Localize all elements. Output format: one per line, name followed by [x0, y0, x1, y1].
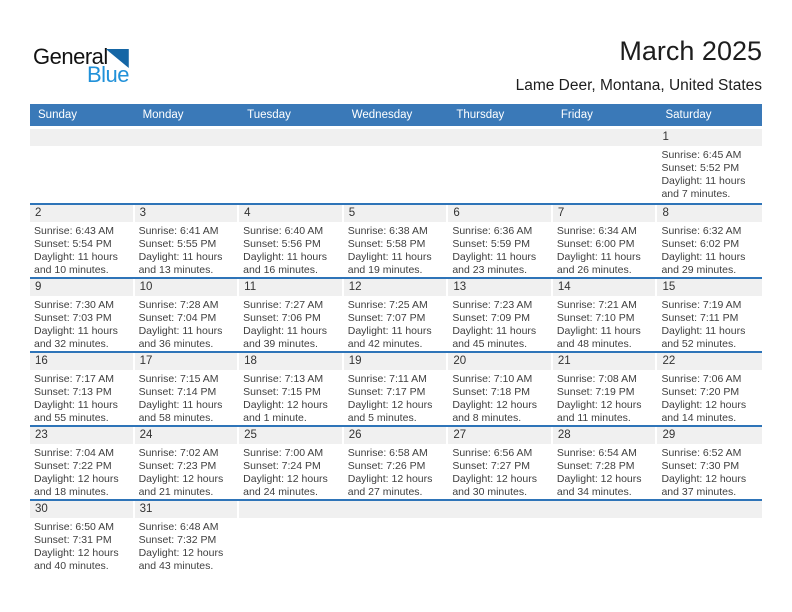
sunrise-text: Sunrise: 7:25 AM: [347, 299, 428, 311]
day-details: [448, 370, 553, 425]
day-cell-4: [239, 205, 344, 277]
day-cell-3: [135, 205, 240, 277]
daylight-text: Daylight: 11 hours and 10 minutes.: [34, 251, 118, 276]
location-subtitle: Lame Deer, Montana, United States: [515, 77, 762, 94]
weekday-header-tuesday: Tuesday: [247, 109, 291, 121]
empty-number-band: [239, 129, 344, 146]
day-number: 8: [657, 205, 762, 222]
daylight-text: Daylight: 12 hours and 5 minutes.: [347, 399, 433, 424]
sunset-text: Sunset: 7:10 PM: [556, 312, 635, 324]
sunset-text: Sunset: 7:23 PM: [138, 460, 217, 472]
daylight-text: Daylight: 12 hours and 18 minutes.: [34, 473, 119, 498]
daylight-text: Daylight: 11 hours and 13 minutes.: [138, 251, 223, 276]
sunset-text: Sunset: 7:06 PM: [243, 312, 321, 324]
sunset-text: Sunset: 7:22 PM: [34, 460, 112, 472]
day-details: [344, 296, 449, 351]
empty-number-band: [553, 129, 658, 146]
empty-cell: [553, 501, 658, 573]
day-details: [657, 146, 762, 201]
sunset-text: Sunset: 5:56 PM: [243, 238, 321, 250]
day-cell-28: [553, 427, 658, 499]
empty-cell: [657, 501, 762, 573]
daylight-text: Daylight: 11 hours and 16 minutes.: [243, 251, 328, 276]
day-number: 11: [239, 279, 342, 296]
sunrise-text: Sunrise: 7:04 AM: [34, 447, 114, 459]
sunset-text: Sunset: 5:55 PM: [138, 238, 217, 250]
week-row-5: [30, 425, 762, 499]
day-number: 17: [135, 353, 238, 370]
empty-number-band: [344, 501, 449, 518]
sunset-text: Sunset: 7:19 PM: [556, 386, 635, 398]
sunrise-text: Sunrise: 6:36 AM: [452, 225, 533, 237]
sunrise-text: Sunrise: 7:15 AM: [138, 373, 219, 385]
sunrise-text: Sunrise: 7:11 AM: [347, 373, 427, 385]
weekday-header-friday: Friday: [560, 109, 593, 121]
sunset-text: Sunset: 7:27 PM: [452, 460, 530, 472]
day-cell-8: [657, 205, 762, 277]
daylight-text: Daylight: 11 hours and 39 minutes.: [243, 325, 328, 350]
sunset-text: Sunset: 7:26 PM: [347, 460, 426, 472]
weekday-header-row: [30, 104, 762, 126]
day-number: 6: [448, 205, 551, 222]
day-details: [239, 370, 344, 425]
day-cell-6: [448, 205, 553, 277]
day-number: 26: [344, 427, 447, 444]
day-details: [239, 222, 344, 277]
sunrise-text: Sunrise: 6:56 AM: [452, 447, 533, 459]
sunset-text: Sunset: 7:04 PM: [138, 312, 217, 324]
day-details: [30, 518, 135, 573]
empty-number-band: [239, 501, 344, 518]
day-cell-29: [657, 427, 762, 499]
sunset-text: Sunset: 7:24 PM: [243, 460, 321, 472]
sunset-text: Sunset: 7:15 PM: [243, 386, 321, 398]
sunrise-text: Sunrise: 6:43 AM: [34, 225, 114, 237]
daylight-text: Daylight: 12 hours and 11 minutes.: [556, 399, 642, 424]
daylight-text: Daylight: 12 hours and 14 minutes.: [661, 399, 747, 424]
logo-text-general: General: [33, 44, 108, 69]
day-cell-15: [657, 279, 762, 351]
daylight-text: Daylight: 12 hours and 21 minutes.: [138, 473, 224, 498]
empty-cell: [135, 129, 240, 203]
day-number: 2: [30, 205, 133, 222]
sunset-text: Sunset: 7:13 PM: [34, 386, 112, 398]
sunrise-text: Sunrise: 7:30 AM: [34, 299, 114, 311]
day-cell-17: [135, 353, 240, 425]
daylight-text: Daylight: 11 hours and 48 minutes.: [556, 325, 641, 350]
day-number: 16: [30, 353, 133, 370]
day-number: 21: [553, 353, 656, 370]
weekday-header-wednesday: Wednesday: [351, 109, 413, 121]
daylight-text: Daylight: 12 hours and 8 minutes.: [452, 399, 537, 424]
day-details: [657, 370, 762, 425]
sunrise-text: Sunrise: 6:38 AM: [347, 225, 428, 237]
daylight-text: Daylight: 12 hours and 34 minutes.: [556, 473, 642, 498]
day-details: [30, 370, 135, 425]
empty-cell: [239, 501, 344, 573]
weekday-header-saturday: Saturday: [665, 109, 712, 121]
empty-cell: [553, 129, 658, 203]
sunrise-text: Sunrise: 7:02 AM: [138, 447, 219, 459]
day-details: [135, 444, 240, 499]
header-titles: [516, 36, 762, 95]
sunrise-text: Sunrise: 7:00 AM: [243, 447, 324, 459]
daylight-text: Daylight: 11 hours and 29 minutes.: [661, 251, 746, 276]
day-details: [30, 296, 135, 351]
daylight-text: Daylight: 11 hours and 32 minutes.: [34, 325, 118, 350]
weekday-header-monday: Monday: [142, 109, 184, 121]
day-cell-19: [344, 353, 449, 425]
day-details: [553, 444, 658, 499]
sunrise-text: Sunrise: 6:40 AM: [243, 225, 324, 237]
calendar-weeks: [30, 129, 762, 573]
sunset-text: Sunset: 6:02 PM: [661, 238, 740, 250]
day-cell-27: [448, 427, 553, 499]
day-number: 22: [657, 353, 762, 370]
sunset-text: Sunset: 7:30 PM: [661, 460, 740, 472]
calendar-grid: [30, 104, 762, 573]
sunrise-text: Sunrise: 7:21 AM: [556, 299, 637, 311]
day-details: [135, 222, 240, 277]
day-number: 30: [30, 501, 133, 518]
sunset-text: Sunset: 7:28 PM: [556, 460, 635, 472]
day-number: 27: [448, 427, 551, 444]
day-cell-10: [135, 279, 240, 351]
day-details: [344, 444, 449, 499]
day-number: 10: [135, 279, 238, 296]
daylight-text: Daylight: 12 hours and 1 minute.: [243, 399, 328, 424]
day-number: 20: [448, 353, 551, 370]
sunset-text: Sunset: 7:32 PM: [138, 534, 217, 546]
sunrise-text: Sunrise: 6:45 AM: [661, 149, 742, 161]
sunset-text: Sunset: 7:07 PM: [347, 312, 426, 324]
day-cell-18: [239, 353, 344, 425]
sunset-text: Sunset: 5:59 PM: [452, 238, 530, 250]
day-number: 29: [657, 427, 762, 444]
week-row-4: [30, 351, 762, 425]
day-details: [448, 296, 553, 351]
day-number: 23: [30, 427, 133, 444]
sunrise-text: Sunrise: 6:50 AM: [34, 521, 114, 533]
day-cell-7: [553, 205, 658, 277]
day-cell-23: [30, 427, 135, 499]
daylight-text: Daylight: 11 hours and 42 minutes.: [347, 325, 432, 350]
logo-text-blue: Blue: [87, 62, 130, 87]
sunrise-text: Sunrise: 7:17 AM: [34, 373, 114, 385]
day-cell-11: [239, 279, 344, 351]
sunrise-text: Sunrise: 6:41 AM: [138, 225, 219, 237]
empty-number-band: [448, 129, 553, 146]
day-details: [657, 222, 762, 277]
sunset-text: Sunset: 7:09 PM: [452, 312, 530, 324]
day-number: 18: [239, 353, 342, 370]
sunset-text: Sunset: 7:31 PM: [34, 534, 112, 546]
empty-number-band: [135, 129, 240, 146]
weekday-header-thursday: Thursday: [456, 109, 505, 121]
sunset-text: Sunset: 7:14 PM: [138, 386, 217, 398]
empty-cell: [448, 129, 553, 203]
sunset-text: Sunset: 5:52 PM: [661, 162, 740, 174]
month-title: March 2025: [619, 36, 762, 66]
empty-number-band: [30, 129, 135, 146]
general-blue-logo: [33, 46, 129, 86]
day-details: [30, 444, 135, 499]
day-number: 12: [344, 279, 447, 296]
day-number: 3: [135, 205, 238, 222]
sunrise-text: Sunrise: 6:48 AM: [138, 521, 219, 533]
sunrise-text: Sunrise: 7:19 AM: [661, 299, 742, 311]
day-details: [553, 296, 658, 351]
daylight-text: Daylight: 11 hours and 36 minutes.: [138, 325, 223, 350]
sunrise-text: Sunrise: 6:52 AM: [661, 447, 742, 459]
day-cell-5: [344, 205, 449, 277]
daylight-text: Daylight: 11 hours and 55 minutes.: [34, 399, 118, 424]
day-number: 31: [135, 501, 238, 518]
sunset-text: Sunset: 6:00 PM: [556, 238, 635, 250]
day-details: [135, 370, 240, 425]
sunset-text: Sunset: 7:11 PM: [661, 312, 739, 324]
day-details: [448, 444, 553, 499]
daylight-text: Daylight: 11 hours and 19 minutes.: [347, 251, 432, 276]
day-cell-25: [239, 427, 344, 499]
day-number: 24: [135, 427, 238, 444]
day-details: [657, 444, 762, 499]
sunrise-text: Sunrise: 7:08 AM: [556, 373, 637, 385]
week-row-6: [30, 499, 762, 573]
day-cell-12: [344, 279, 449, 351]
day-cell-16: [30, 353, 135, 425]
day-cell-22: [657, 353, 762, 425]
day-number: 5: [344, 205, 447, 222]
day-cell-26: [344, 427, 449, 499]
sunset-text: Sunset: 7:18 PM: [452, 386, 530, 398]
day-cell-14: [553, 279, 658, 351]
day-number: 28: [553, 427, 656, 444]
sunset-text: Sunset: 7:20 PM: [661, 386, 740, 398]
empty-cell: [30, 129, 135, 203]
sunrise-text: Sunrise: 7:27 AM: [243, 299, 324, 311]
empty-number-band: [657, 501, 762, 518]
day-number: 15: [657, 279, 762, 296]
day-cell-13: [448, 279, 553, 351]
day-number: 1: [657, 129, 762, 146]
sunrise-text: Sunrise: 7:13 AM: [243, 373, 324, 385]
daylight-text: Daylight: 11 hours and 26 minutes.: [556, 251, 641, 276]
day-cell-1: [657, 129, 762, 203]
sunrise-text: Sunrise: 7:06 AM: [661, 373, 742, 385]
empty-number-band: [553, 501, 658, 518]
day-details: [344, 370, 449, 425]
daylight-text: Daylight: 11 hours and 23 minutes.: [452, 251, 537, 276]
day-details: [448, 222, 553, 277]
weekday-header-sunday: Sunday: [38, 109, 78, 121]
sunset-text: Sunset: 5:54 PM: [34, 238, 112, 250]
sunrise-text: Sunrise: 7:23 AM: [452, 299, 533, 311]
empty-number-band: [344, 129, 449, 146]
day-number: 14: [553, 279, 656, 296]
sunrise-text: Sunrise: 6:54 AM: [556, 447, 637, 459]
daylight-text: Daylight: 12 hours and 40 minutes.: [34, 547, 119, 572]
week-row-3: [30, 277, 762, 351]
day-details: [657, 296, 762, 351]
day-details: [553, 222, 658, 277]
day-number: 13: [448, 279, 551, 296]
empty-cell: [344, 129, 449, 203]
daylight-text: Daylight: 12 hours and 30 minutes.: [452, 473, 537, 498]
daylight-text: Daylight: 12 hours and 37 minutes.: [661, 473, 747, 498]
day-details: [135, 296, 240, 351]
daylight-text: Daylight: 11 hours and 7 minutes.: [661, 175, 746, 200]
sunset-text: Sunset: 5:58 PM: [347, 238, 426, 250]
daylight-text: Daylight: 11 hours and 45 minutes.: [452, 325, 537, 350]
day-details: [553, 370, 658, 425]
day-details: [344, 222, 449, 277]
day-cell-30: [30, 501, 135, 573]
day-cell-20: [448, 353, 553, 425]
day-details: [239, 296, 344, 351]
day-details: [239, 444, 344, 499]
daylight-text: Daylight: 11 hours and 58 minutes.: [138, 399, 223, 424]
day-details: [30, 222, 135, 277]
day-cell-31: [135, 501, 240, 573]
week-row-1: [30, 129, 762, 203]
sunrise-text: Sunrise: 7:28 AM: [138, 299, 219, 311]
empty-cell: [448, 501, 553, 573]
day-cell-24: [135, 427, 240, 499]
daylight-text: Daylight: 12 hours and 43 minutes.: [138, 547, 224, 572]
day-cell-2: [30, 205, 135, 277]
day-number: 19: [344, 353, 447, 370]
day-details: [135, 518, 240, 573]
empty-cell: [344, 501, 449, 573]
daylight-text: Daylight: 12 hours and 24 minutes.: [243, 473, 328, 498]
day-number: 7: [553, 205, 656, 222]
empty-number-band: [448, 501, 553, 518]
sunrise-text: Sunrise: 6:34 AM: [556, 225, 637, 237]
sunset-text: Sunset: 7:17 PM: [347, 386, 426, 398]
day-cell-21: [553, 353, 658, 425]
day-number: 4: [239, 205, 342, 222]
sunrise-text: Sunrise: 6:58 AM: [347, 447, 428, 459]
empty-cell: [239, 129, 344, 203]
sunrise-text: Sunrise: 6:32 AM: [661, 225, 742, 237]
daylight-text: Daylight: 12 hours and 27 minutes.: [347, 473, 433, 498]
daylight-text: Daylight: 11 hours and 52 minutes.: [661, 325, 746, 350]
sunset-text: Sunset: 7:03 PM: [34, 312, 112, 324]
day-number: 9: [30, 279, 133, 296]
sunrise-text: Sunrise: 7:10 AM: [452, 373, 533, 385]
day-cell-9: [30, 279, 135, 351]
day-number: 25: [239, 427, 342, 444]
week-row-2: [30, 203, 762, 277]
